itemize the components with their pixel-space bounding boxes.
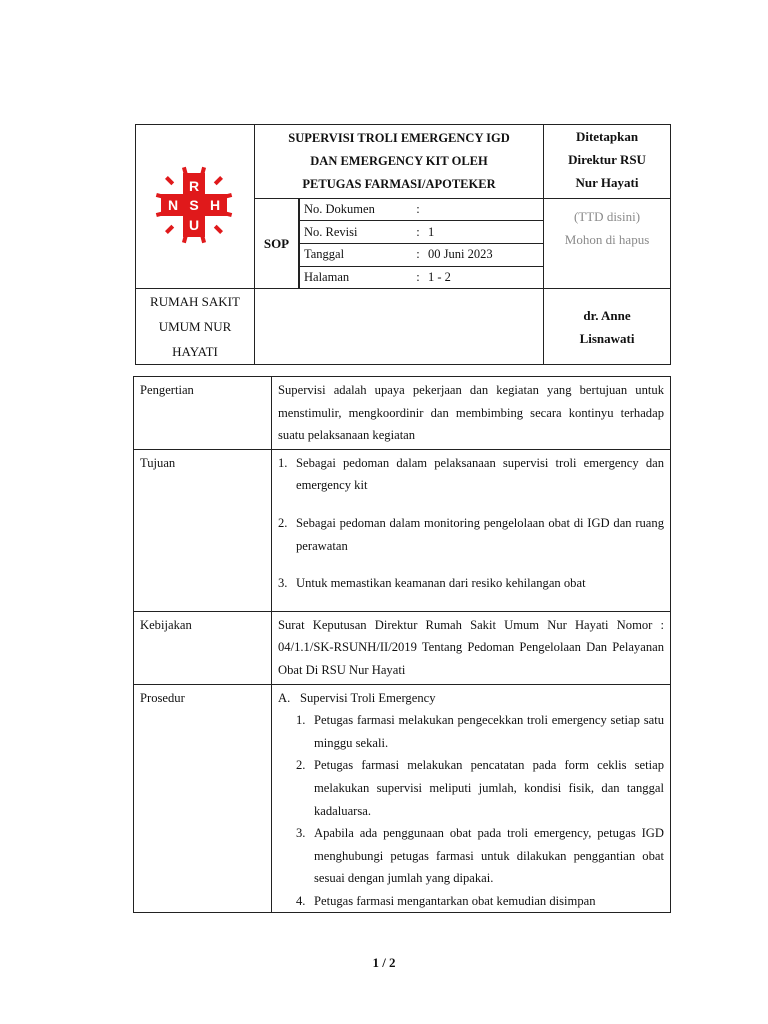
logo-letter-r: R <box>188 177 200 194</box>
signer-name <box>544 289 671 365</box>
section-label: Prosedur <box>134 684 272 913</box>
logo-letter-s: S <box>189 196 199 213</box>
document-title <box>255 125 544 199</box>
info-key: No. Revisi <box>300 221 413 244</box>
hospital-name <box>136 289 255 365</box>
logo-letter-h: H <box>209 196 221 213</box>
ditetapkan-cell <box>544 125 671 199</box>
section-label: Pengertian <box>134 377 272 450</box>
pengertian-text: Supervisi adalah upaya pekerjaan dan kegiatan yang bertujuan untuk menstimulir, mengkoordinir dan membimbing secara kontinyu terhadap suatu pelaksanaan kegiatan <box>272 377 671 450</box>
sop-content-table <box>133 376 671 913</box>
section-label: Kebijakan <box>134 611 272 684</box>
list-number: 1. <box>296 713 306 728</box>
info-key: No. Dokumen <box>300 199 413 221</box>
list-number: 3. <box>278 576 288 591</box>
hospital-line-1: RUMAH SAKIT <box>150 294 240 309</box>
info-row <box>300 199 544 221</box>
prosedur-content <box>272 684 671 913</box>
list-text: Petugas farmasi mengantarkan obat kemudian disimpan <box>314 893 596 908</box>
logo-letter-n: N <box>167 196 179 213</box>
list-text: Sebagai pedoman dalam monitoring pengelolaan obat di IGD dan ruang perawatan <box>296 515 664 553</box>
list-gap <box>278 557 664 572</box>
list-item <box>278 512 664 557</box>
info-value: 00 Juni 2023 <box>424 243 543 266</box>
sop-label: SOP <box>255 199 299 289</box>
heading-number: A. <box>278 690 291 705</box>
list-item <box>278 754 664 822</box>
ditetapkan-line-2: Direktur RSU <box>568 152 646 167</box>
info-row <box>300 243 544 266</box>
logo-ray <box>215 177 221 183</box>
tujuan-content <box>272 449 671 611</box>
sop-header-table <box>135 124 671 365</box>
prosedur-steps <box>278 709 664 912</box>
info-colon: : <box>412 221 424 244</box>
logo-ray <box>166 177 172 183</box>
list-text: Petugas farmasi melakukan pengecekkan troli emergency setiap satu minggu sekali. <box>314 713 664 750</box>
ttd-line-1: (TTD disini) <box>573 209 641 224</box>
info-colon: : <box>412 243 424 266</box>
title-line-3: PETUGAS FARMASI/APOTEKER <box>302 177 496 191</box>
list-text: Untuk memastikan keamanan dari resiko kehilangan obat <box>296 576 586 591</box>
list-text: Sebagai pedoman dalam pelaksanaan supervisi troli emergency dan emergency kit <box>296 455 664 493</box>
list-gap <box>278 497 664 512</box>
list-text: Petugas farmasi melakukan pencatatan pada form ceklis setiap melakukan supervisi meliputi jumlah, kondisi fisik, dan tanggal kadaluarsa. <box>314 758 664 818</box>
list-number: 2. <box>296 758 306 773</box>
section-row-pengertian <box>134 377 671 450</box>
list-text: Apabila ada penggunaan obat pada troli emergency, petugas IGD menghubungi petugas farmasi untuk dilakukan penggantian obat sesuai dengan jumlah yang dipakai. <box>314 826 664 886</box>
page-number: 1 / 2 <box>372 955 396 970</box>
list-number: 4. <box>296 893 306 908</box>
blank-cell <box>255 289 544 365</box>
signer-line-1: dr. Anne <box>583 307 631 323</box>
info-colon: : <box>412 199 424 221</box>
list-item <box>278 709 664 754</box>
document-info-cell <box>299 199 544 289</box>
section-row-kebijakan <box>134 611 671 684</box>
list-item <box>278 822 664 890</box>
document-info-table <box>299 199 543 288</box>
section-label: Tujuan <box>134 449 272 611</box>
list-number: 1. <box>278 455 288 470</box>
hospital-line-2: UMUM NUR <box>158 319 232 334</box>
logo-ray <box>215 226 221 232</box>
info-value <box>424 199 543 221</box>
info-key: Tanggal <box>300 243 413 266</box>
info-row <box>300 266 544 288</box>
prosedur-heading <box>278 687 664 710</box>
list-item <box>278 452 664 497</box>
info-row <box>300 221 544 244</box>
ditetapkan-line-1: Ditetapkan <box>575 129 639 144</box>
list-number: 3. <box>296 826 306 841</box>
list-item <box>278 572 664 595</box>
hospital-logo-cell <box>136 125 255 289</box>
info-key: Halaman <box>300 266 413 288</box>
info-value: 1 - 2 <box>428 269 451 284</box>
logo-ray <box>166 226 172 232</box>
logo-letter-u: U <box>188 216 200 233</box>
heading-text: Supervisi Troli Emergency <box>300 690 436 705</box>
signer-line-2: Lisnawati <box>579 330 635 346</box>
ditetapkan-line-3: Nur Hayati <box>575 175 639 190</box>
info-value: 1 <box>424 221 543 244</box>
section-row-tujuan <box>134 449 671 611</box>
tujuan-list <box>278 452 664 595</box>
list-number: 2. <box>278 515 288 530</box>
ttd-line-2: Mohon di hapus <box>564 232 650 247</box>
hospital-line-3: HAYATI <box>172 344 218 359</box>
signature-placeholder <box>544 199 671 289</box>
info-colon: : <box>416 269 420 284</box>
kebijakan-text: Surat Keputusan Direktur Rumah Sakit Umum Nur Hayati Nomor : 04/1.1/SK-RSUNH/II/2019 Tentang Pedoman Pengelolaan Dan Pelayanan Obat Di RSU Nur Hayati <box>272 611 671 684</box>
rsnh-logo-icon <box>143 165 247 245</box>
title-line-2: DAN EMERGENCY KIT OLEH <box>310 154 488 168</box>
title-line-1: SUPERVISI TROLI EMERGENCY IGD <box>288 131 510 145</box>
section-row-prosedur <box>134 684 671 913</box>
list-item <box>278 890 664 913</box>
